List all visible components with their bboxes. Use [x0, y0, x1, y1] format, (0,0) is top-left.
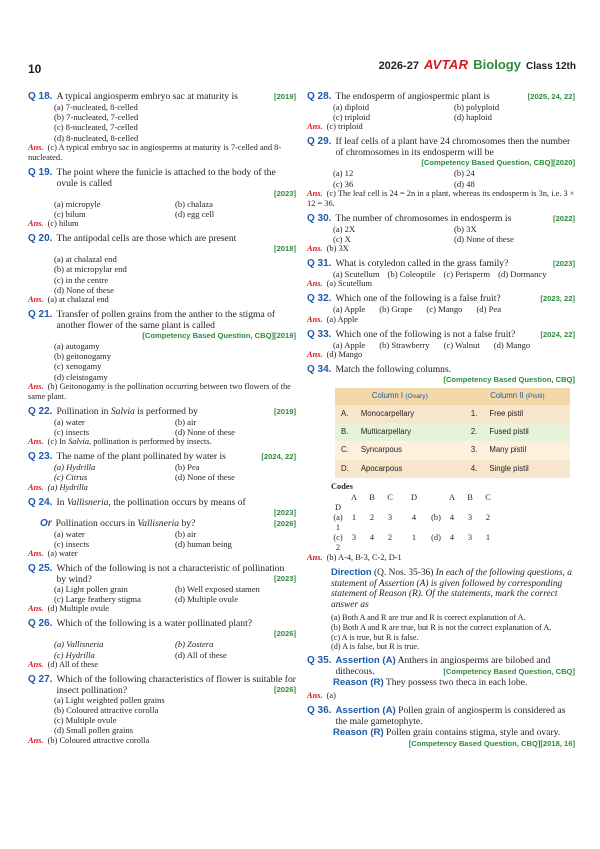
- question-34: [307, 364, 575, 563]
- options: (a) diploid (b) polyploid (c) triploid (d) haploid: [333, 102, 500, 123]
- running-header: [378, 57, 576, 72]
- answer: Ans. (b) 3X: [307, 244, 349, 254]
- question-29: [307, 136, 575, 208]
- question-36: [307, 705, 575, 749]
- question-text: Assertion (A) Pollen grain of angiosperm is considered as the male gametophyte.: [335, 705, 566, 728]
- question-number: Q 31.: [307, 258, 332, 270]
- match-table: [335, 388, 570, 478]
- column-1-header: Column I (Ovary): [335, 388, 465, 405]
- question-text: Which of the following characteristics of flower is suitable for insect pollination?: [56, 673, 296, 696]
- question-number: Q 26.: [28, 618, 53, 630]
- header-year: 2026-27: [378, 60, 419, 72]
- question-33: [307, 329, 575, 360]
- options: (a) 2X (b) 3X (c) X (d) None of these: [333, 223, 514, 245]
- year-tag: [2026]: [274, 518, 296, 528]
- options: (a) Vallisneria (b) Zostera (c) Hydrilla (d) All of these: [54, 639, 227, 660]
- question-30: [307, 213, 575, 254]
- question-22: [28, 406, 296, 447]
- year-tag: [2022]: [553, 213, 575, 223]
- question-number: Q 36.: [307, 705, 332, 717]
- answer: Ans. (b) A-4, B-3, C-2, D-1: [307, 552, 402, 562]
- answer: Ans. (b) Geitonogamy is the pollination occurring between two flowers of the same plant.: [28, 381, 291, 401]
- table-row: B. Multicarpellary 2. Fused pistil: [335, 423, 570, 441]
- answer: Ans. (d) Mango: [307, 349, 363, 359]
- answer: Ans. (b) Coloured attractive corolla: [28, 735, 150, 745]
- codes-row: (a) 1 2 3 4 (b) 4 3 2 1: [333, 512, 491, 532]
- options: (a) Apple (b) Strawberry (c) Walnut (d) Mango: [333, 339, 531, 350]
- year-tag: [2023]: [274, 574, 296, 584]
- question-text: The antipodal cells are those which are present: [56, 233, 237, 245]
- codes: [307, 482, 575, 553]
- codes-header: A B C D A B C D: [334, 492, 491, 512]
- answer: Ans. (a) at chalazal end: [28, 295, 109, 305]
- options: (a) Light weighted pollen grains (b) Coloured attractive corolla (c) Multiple ovule (d) Small pollen grains: [54, 694, 165, 736]
- brand-logo: AVTAR: [423, 57, 469, 72]
- question-number: Q 18.: [28, 91, 53, 102]
- question-number: Q 29.: [307, 136, 332, 148]
- question-number: Q 23.: [28, 451, 53, 463]
- options: (a) Scutellum (b) Coleoptile (c) Perisperm (d) Dormancy: [333, 269, 547, 280]
- question-text: [2023] What is cotyledon called in the grass family?: [335, 258, 575, 270]
- answer: Ans. (c) A typical embryo sac in angiosperms at maturity is 7-celled and 8-nucleated.: [28, 142, 282, 162]
- question-26: [28, 618, 296, 669]
- options: (a) water (b) air (c) insects (d) human being: [54, 528, 232, 549]
- question-text: [2023, 22] Which one of the following is a false fruit?: [335, 293, 575, 305]
- year-tag: [2023]: [274, 188, 296, 198]
- right-column: [307, 91, 575, 749]
- question-35: [307, 655, 575, 701]
- question-number: Q 30.: [307, 212, 332, 224]
- answer: Ans. (a) Apple: [307, 314, 359, 324]
- options: (a) 7-nucleated, 8-celled (b) 7-nucleated, 7-celled (c) 8-nucleated, 7-celled (d) 8-nucleated, 8-celled: [54, 102, 139, 143]
- answer: Ans. (a) Hydrilla: [28, 482, 88, 492]
- answer: Ans. (a) Scutellum: [307, 279, 372, 289]
- codes-heading: Codes: [331, 481, 353, 491]
- year-tag: [2026]: [274, 629, 296, 639]
- options: (a) water (b) air (c) insects (d) None of these: [54, 416, 235, 438]
- year-tag: [2026]: [274, 684, 296, 694]
- year-tag: [2018]: [274, 244, 296, 254]
- question-21: [28, 309, 296, 402]
- options: (a) Hydrilla (b) Pea (c) Citrus (d) None of these: [54, 462, 235, 483]
- table-row: A. Monocarpellary 1. Free pistil: [335, 405, 570, 423]
- question-32: [307, 293, 575, 324]
- question-20: [28, 233, 296, 305]
- header-subject: Biology: [473, 57, 521, 72]
- answer: Ans. (a) water: [28, 549, 78, 559]
- reason: Reason (R) Pollen grain contains stigma, style and ovary. [Competency Based Question, CBQ][2018, 16]: [333, 727, 575, 749]
- direction-block: Direction (Q. Nos. 35-36) In each of the following questions, a statement of Assertion (A) is given followed by corresponding statement of Reason (R). Of the statements, mark the correct answer as: [331, 565, 572, 611]
- year-tag: [2024, 22]: [540, 329, 575, 339]
- question-27: [28, 674, 296, 746]
- question-text: [2019] A typical angiosperm embryo sac at maturity is: [56, 91, 296, 102]
- question-number: Q 33.: [307, 328, 332, 340]
- header-class: Class 12th: [525, 61, 576, 72]
- options: (a) micropyle (b) chalaza (c) hilum (d) egg cell: [54, 198, 215, 220]
- question-text: Which of the following is a water pollinated plant?: [56, 618, 253, 630]
- table-row: C. Syncarpous 3. Many pistil: [335, 441, 570, 459]
- question-number: Q 25.: [28, 563, 53, 575]
- question-number: Q 19.: [28, 166, 53, 178]
- question-19: [28, 167, 296, 229]
- question-text: Which of the following is not a characteristic of pollination by wind?: [56, 563, 285, 586]
- question-18: [28, 91, 296, 163]
- question-text: [2019] Pollination in Salvia is performed by: [56, 405, 296, 417]
- question-number: Q 28.: [307, 91, 332, 102]
- answer: Ans. (c) triploid: [307, 122, 363, 132]
- answer: Ans. (c) In Salvia, pollination is performed by insects.: [28, 437, 212, 447]
- question-number: Q 24.: [28, 496, 53, 508]
- year-tag: [2023]: [274, 507, 296, 517]
- question-text: In Vallisneria, the pollination occurs by means of: [56, 496, 246, 508]
- question-text: [2025, 24, 22] The endosperm of angiospermic plant is: [335, 91, 575, 102]
- year-tag: [Competency Based Question, CBQ][2020]: [421, 158, 575, 168]
- question-text: Transfer of pollen grains from the anther to the stigma of another flower of the same plant is called: [56, 309, 276, 332]
- question-number: Q 27.: [28, 673, 53, 685]
- question-number: Q 35.: [307, 655, 332, 667]
- question-text: If leaf cells of a plant have 24 chromosomes then the number of chromosomes in its endosperm will be: [335, 136, 571, 159]
- page-number: 10: [28, 62, 42, 76]
- question-text: Assertion (A) Anthers in angiosperms are bilobed and dithecous. [Competency Based Question, CBQ]: [335, 655, 575, 678]
- direction-options: (a) Both A and R are true and R is correct explanation of A. (b) Both A and R are true, but R is not the correct explanation of A. (c) A is true, but R is false. (d) A is false, but R is true.: [331, 613, 552, 652]
- options: (a) autogamy (b) geitonogamy (c) xenogamy (d) cleistogamy: [54, 341, 112, 382]
- question-number: Q 21.: [28, 309, 53, 321]
- question-28: [307, 91, 575, 132]
- options: (a) at chalazal end (b) at micropylar end (c) in the centre (d) None of these: [54, 254, 127, 295]
- year-tag: [Competency Based Question, CBQ][2019]: [142, 331, 296, 341]
- answer: Ans. (c) The leaf cell is 24 = 2n in a plant, whereas its endosperm is 3n, i.e. 3 × 12 = 36.: [307, 188, 575, 208]
- year-tag: [Competency Based Question, CBQ]: [443, 374, 575, 384]
- question-text: Match the following columns.: [335, 363, 452, 375]
- question-number: Q 22.: [28, 405, 53, 417]
- answer: Ans. (a): [307, 691, 336, 701]
- reason: Reason (R) They possess two theca in each lobe.: [333, 677, 528, 689]
- codes-row: (c) 3 4 2 1 (d) 4 3 1 2: [333, 532, 491, 552]
- year-tag: [2025, 24, 22]: [527, 92, 575, 101]
- year-tag: [Competency Based Question, CBQ]: [443, 667, 575, 677]
- options: (a) Apple (b) Grape (c) Mango (d) Pea: [333, 304, 502, 315]
- year-tag: [2024, 22]: [261, 452, 296, 462]
- question-text: [2022] The number of chromosomes in endosperm is: [335, 212, 575, 224]
- left-column: [28, 91, 296, 750]
- options: (a) 12 (b) 24 (c) 36 (d) 48: [333, 168, 475, 189]
- year-tag: [2023]: [553, 259, 575, 269]
- question-25: [28, 563, 296, 614]
- year-tag: [Competency Based Question, CBQ][2018, 16]: [408, 739, 575, 749]
- answer: Ans. (d) Multiple ovule: [28, 604, 110, 614]
- question-text: The point where the funicle is attached to the body of the ovule is called: [56, 166, 276, 189]
- question-text: [2024, 22] The name of the plant pollinated by water is: [56, 451, 296, 463]
- table-row: D. Apocarpous 4. Single pistil: [335, 460, 570, 478]
- answer: Ans. (d) All of these: [28, 659, 99, 669]
- answer: Ans. (c) hilum: [28, 219, 79, 229]
- year-tag: [2019]: [274, 92, 296, 101]
- question-31: [307, 258, 575, 289]
- question-23: [28, 451, 296, 492]
- column-2-header: Column II (Pistil): [465, 388, 570, 405]
- question-number: Q 32.: [307, 293, 332, 305]
- question-24: [28, 497, 296, 559]
- year-tag: [2019]: [274, 406, 296, 416]
- question-number: Q 20.: [28, 233, 53, 245]
- or-question: Or Pollination occurs in Vallisneria by? [2026]: [40, 517, 296, 529]
- question-text: [2024, 22] Which one of the following is not a false fruit?: [335, 328, 575, 340]
- year-tag: [2023, 22]: [540, 294, 575, 304]
- options: (a) Light pollen grain (b) Well exposed stamen (c) Large feathery stigma (d) Multiple ovule: [54, 584, 260, 605]
- question-number: Q 34.: [307, 363, 332, 375]
